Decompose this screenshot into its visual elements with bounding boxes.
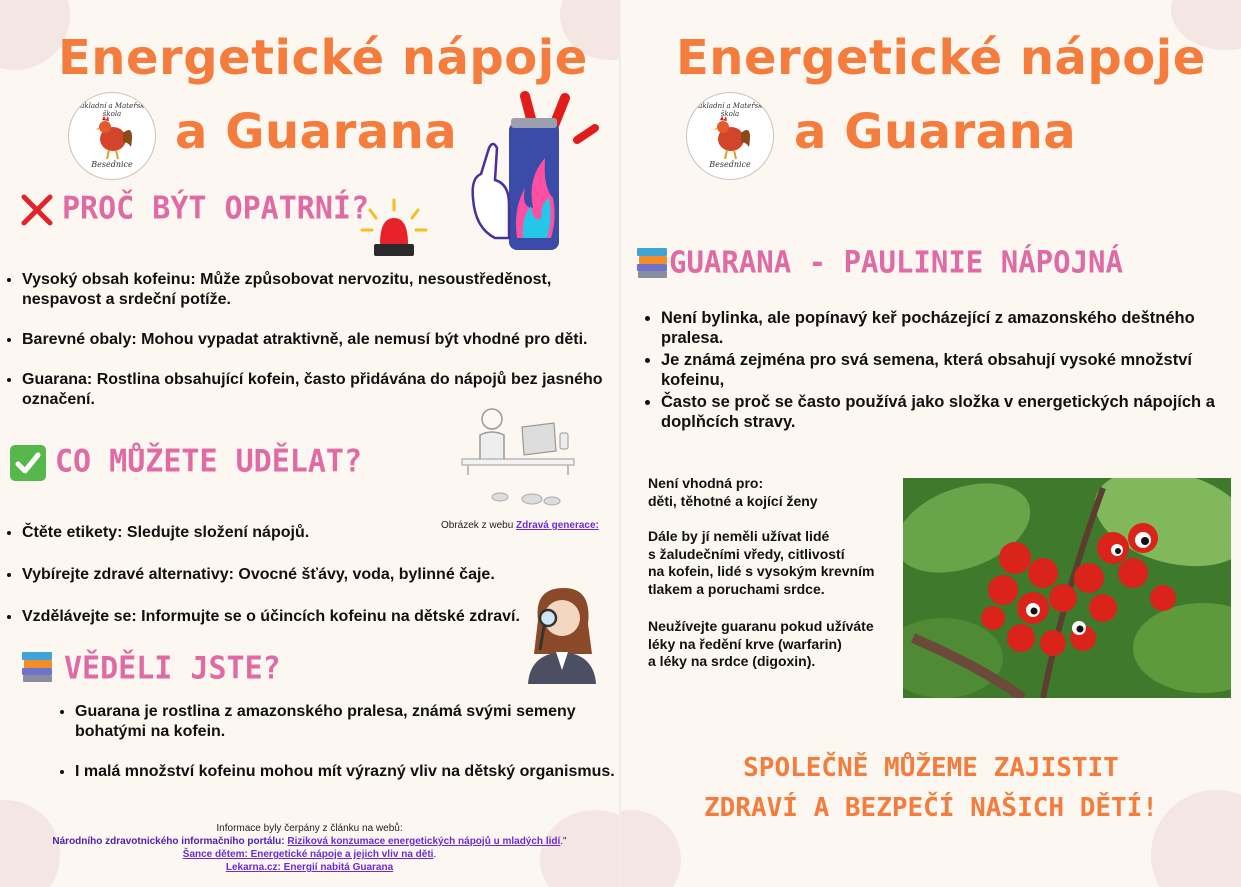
logo-top-text: Základní a Mateřská škola: [75, 102, 149, 118]
list-item: • Guarana: Rostlina obsahující kofein, často přidávána do nápojů bez jasného označení.: [22, 370, 619, 410]
closing-message: [621, 748, 1241, 828]
sources-intro: Informace byly čerpány z článku na webů:: [216, 823, 403, 834]
source2-suffix: .: [433, 849, 437, 860]
section-heading-did-you-know: VĚDĚLI JSTE?: [64, 650, 281, 687]
poster-title-line1: Energetické nápoje: [676, 30, 1206, 86]
guarana-facts-list: [641, 308, 1221, 432]
source1-link[interactable]: Riziková konzumace energetických nápojů u mladých lidí: [287, 836, 561, 847]
woman-with-magnifier-illustration: [526, 584, 598, 684]
source3-link[interactable]: Lekarna.cz: Energií nabitá Guarana: [225, 862, 394, 873]
closing-line1: SPOLEČNĚ MŮŽEME ZAJISTIT: [743, 753, 1119, 783]
text-line: Neužívejte guaranu pokud užíváte: [648, 618, 874, 634]
poster-title-line1: Energetické nápoje: [58, 30, 588, 86]
image-credit-link[interactable]: Zdravá generace:: [516, 520, 599, 531]
list-item: • Čtěte etikety: Sledujte složení nápojů.: [22, 523, 582, 543]
list-item: • Je známá zejména pro svá semena, která obsahují vysoké množství kofeinu,: [661, 350, 1221, 390]
logo-top-text: Základní a Mateřská škola: [693, 102, 767, 118]
right-poster-page: [621, 0, 1241, 887]
list-item: • Barevné obaly: Mohou vypadat atraktivně, ale nemusí být vhodné pro děti.: [22, 330, 619, 350]
source1-prefix: Národního zdravotnického informačního portálu:: [52, 836, 288, 847]
school-logo: [686, 92, 774, 180]
text-line: Dále by jí neměli užívat lidé: [648, 528, 830, 544]
list-item: • I malá množství kofeinu mohou mít výrazný vliv na dětský organismus.: [75, 762, 619, 782]
left-poster-page: [0, 0, 619, 887]
image-credit-prefix: Obrázek z webu: [441, 520, 517, 531]
poster-title-line2: a Guarana: [175, 104, 458, 160]
alarm-siren-icon: [358, 196, 430, 262]
source2-link[interactable]: Šance dětem: Energetické nápoje a jejich vliv na děti: [182, 849, 434, 860]
list-item: • Guarana je rostlina z amazonského pralesa, známá svými semeny bohatými na kofein.: [75, 702, 619, 742]
poster-title-line2: a Guarana: [794, 104, 1077, 160]
not-suitable-title: Není vhodná pro:: [648, 475, 764, 491]
red-x-icon: [20, 193, 54, 227]
guarana-berries-photo: [903, 478, 1231, 698]
not-suitable-who: děti, těhotné a kojící ženy: [648, 492, 818, 509]
logo-bottom-text: Besednice: [91, 160, 133, 169]
section-heading-guarana: GUARANA - PAULINIE NÁPOJNÁ: [669, 244, 1123, 280]
what-to-do-list: [2, 523, 582, 627]
list-item: • Často se proč se často používá jako složka v energetických nápojích a doplňcích stravy.: [661, 392, 1221, 432]
list-item: • Vybírejte zdravé alternativy: Ovocné šťávy, voda, bylinné čaje.: [22, 565, 582, 585]
list-item: • Vysoký obsah kofeinu: Může způsobovat nervozitu, nesoustředěnost, nespavost a srdeční potíže.: [22, 270, 619, 310]
caution-list: [2, 270, 619, 410]
logo-bottom-text: Besednice: [709, 160, 751, 169]
person-at-laptop-illustration: [460, 405, 580, 515]
source1-suffix: .": [560, 836, 567, 847]
text-line: tlakem a poruchami srdce.: [648, 580, 825, 597]
section-heading-caution: PROČ BÝT OPATRNÍ?: [62, 190, 370, 227]
text-line: s žaludečními vředy, citlivostí: [648, 545, 845, 562]
did-you-know-list: [55, 702, 619, 782]
should-not-use-block: [648, 528, 908, 598]
drug-warning-block: [648, 618, 908, 671]
text-line: na kofein, lidé s vysokým krevním: [648, 563, 875, 579]
text-line: léky na ředění krve (warfarin): [648, 635, 842, 652]
list-item: • Není bylinka, ale popínavý keř pocházející z amazonského deštného pralesa.: [661, 308, 1221, 348]
not-suitable-block: [648, 475, 908, 510]
section-heading-what-to-do: CO MŮŽETE UDĚLAT?: [55, 443, 363, 480]
closing-line2: ZDRAVÍ A BEZPEČÍ NAŠICH DĚTÍ!: [704, 793, 1158, 823]
books-icon: [635, 246, 669, 280]
school-logo: [68, 92, 156, 180]
books-icon: [20, 650, 54, 684]
sources-block: [0, 822, 619, 874]
list-item: • Vzdělávejte se: Informujte se o účincích kofeinu na dětské zdraví.: [22, 607, 582, 627]
check-mark-icon: [10, 445, 46, 481]
energy-drink-can-illustration: [455, 88, 605, 253]
text-line: a léky na srdce (digoxin).: [648, 653, 816, 669]
